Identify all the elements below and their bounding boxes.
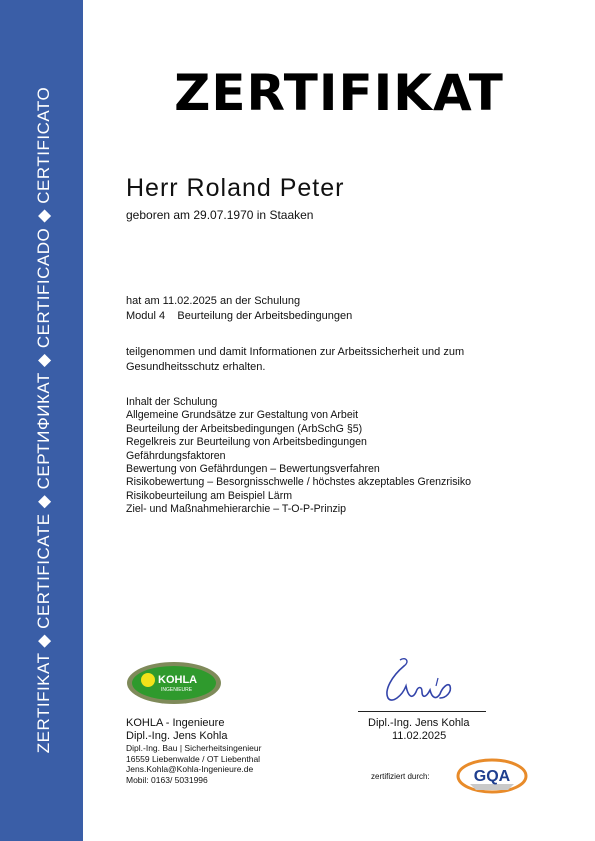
content-item: Regelkreis zur Beurteilung von Arbeitsbedingungen bbox=[126, 436, 367, 449]
signature-date: 11.02.2025 bbox=[392, 730, 447, 742]
logo-sub: INGENIEURE bbox=[161, 687, 193, 693]
signature-line bbox=[358, 711, 486, 712]
content-heading: Inhalt der Schulung bbox=[126, 396, 218, 408]
company-name: KOHLA - Ingenieure bbox=[126, 717, 225, 729]
gqa-badge bbox=[456, 758, 528, 794]
module-line: Modul 4 Beurteilung der Arbeitsbedingungen bbox=[126, 310, 353, 322]
certificate-title: ZERTIFIKAT bbox=[174, 64, 504, 122]
certified-by-label: zertifiziert durch: bbox=[371, 772, 430, 781]
sidebar-band bbox=[0, 0, 83, 841]
content-item: Ziel- und Maßnahmehierarchie – T-O-P-Prinzip bbox=[126, 503, 347, 516]
course-date-line: hat am 11.02.2025 an der Schulung bbox=[126, 295, 301, 307]
company-info bbox=[126, 717, 261, 785]
content-item: Bewertung von Gefährdungen – Bewertungsverfahren bbox=[126, 463, 380, 476]
course-content-block bbox=[126, 396, 471, 517]
participation-line-2: Gesundheitsschutz erhalten. bbox=[126, 361, 266, 373]
signer-name: Dipl.-Ing. Jens Kohla bbox=[368, 717, 470, 729]
participation-line-1: teilgenommen und damit Informationen zur Arbeitssicherheit und zum bbox=[126, 346, 465, 358]
content-item: Beurteilung der Arbeitsbedingungen (ArbSchG §5) bbox=[126, 422, 363, 435]
gqa-text: GQA bbox=[473, 768, 511, 785]
course-block bbox=[126, 294, 352, 324]
birth-info: geboren am 29.07.1970 in Staaken bbox=[126, 208, 314, 222]
content-item: Gefährdungsfaktoren bbox=[126, 449, 226, 462]
participation-block bbox=[126, 345, 464, 375]
company-email: Jens.Kohla@Kohla-Ingenieure.de bbox=[126, 764, 254, 774]
company-person: Dipl.-Ing. Jens Kohla bbox=[126, 730, 228, 742]
logo-ball-icon bbox=[141, 673, 155, 687]
recipient-name: Herr Roland Peter bbox=[126, 174, 345, 202]
content-item: Allgemeine Grundsätze zur Gestaltung von Arbeit bbox=[126, 409, 359, 422]
signer-block bbox=[368, 717, 470, 743]
logo-name: KOHLA bbox=[158, 674, 198, 686]
company-detail-1: Dipl.-Ing. Bau | Sicherheitsingenieur bbox=[126, 743, 262, 753]
handwritten-signature bbox=[378, 652, 468, 707]
content-item: Risikobewertung – Besorgnisschwelle / höchstes akzeptables Grenzrisiko bbox=[126, 476, 472, 489]
company-detail-2: 16559 Liebenwalde / OT Liebenthal bbox=[126, 753, 261, 764]
content-item: Risikobeurteilung am Beispiel Lärm bbox=[126, 489, 293, 502]
sidebar-multilingual-text: ZERTIFIKAT ◆ CERTIFICATE ◆ СЕРТИФИКАТ ◆ CERTIFICADO ◆ CERTIFICATO bbox=[34, 86, 53, 754]
kohla-logo bbox=[126, 660, 222, 706]
company-mobile: Mobil: 0163/ 5031996 bbox=[126, 774, 208, 785]
